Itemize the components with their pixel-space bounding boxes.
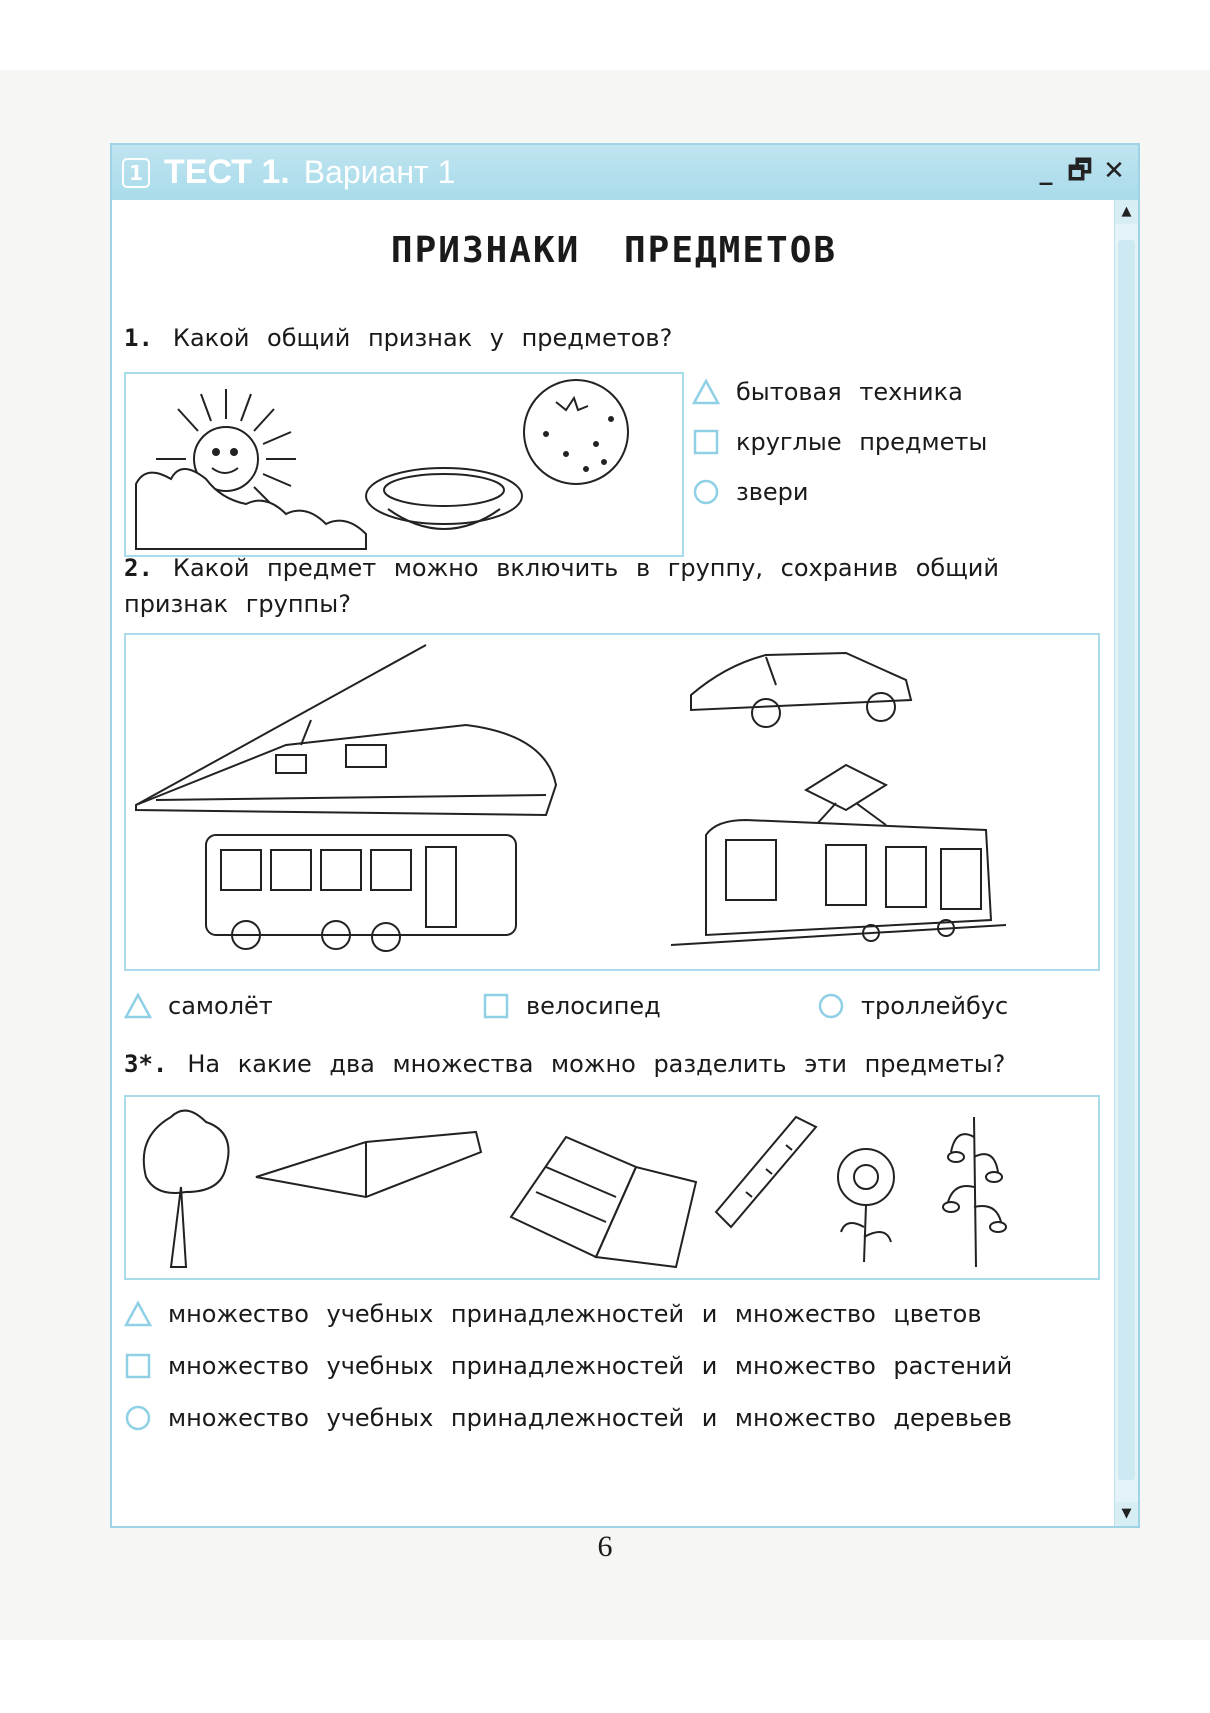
birch-icon (943, 1117, 1006, 1267)
scroll-thumb[interactable] (1118, 240, 1135, 1480)
car-icon (691, 653, 911, 727)
flower-icon (838, 1149, 894, 1262)
q2-option-square[interactable] (482, 992, 661, 1020)
question-2-picture (124, 633, 1100, 971)
q3-option-3-label: множество учебных принадлежностей и множество деревьев (168, 1404, 1012, 1432)
q3-option-circle[interactable] (124, 1404, 1012, 1432)
window-controls (1032, 155, 1128, 187)
q1-option-3-label: звери (736, 478, 809, 506)
q1-option-circle[interactable] (692, 478, 809, 506)
circle-icon (124, 1404, 152, 1432)
square-icon (692, 428, 720, 456)
question-2-number: 2. (124, 554, 153, 582)
scroll-up-icon[interactable]: ▲ (1115, 200, 1138, 224)
question-2-text: Какой предмет можно включить в группу, сохранив общий признак группы? (124, 554, 999, 618)
q3-option-triangle[interactable] (124, 1300, 982, 1328)
question-3 (124, 1046, 1102, 1082)
test-title: ТЕСТ 1. (164, 153, 290, 191)
triangle-icon (124, 1300, 152, 1328)
circle-icon (692, 478, 720, 506)
question-3-number: 3*. (124, 1050, 168, 1078)
page-title: ПРИЗНАКИ ПРЕДМЕТОВ (390, 230, 838, 271)
q2-option-triangle[interactable] (124, 992, 273, 1020)
pencil-case-icon (256, 1132, 481, 1197)
question-1 (124, 320, 1104, 356)
q3-option-square[interactable] (124, 1352, 1012, 1380)
triangle-icon (124, 992, 152, 1020)
q1-option-square[interactable] (692, 428, 987, 456)
question-1-text: Какой общий признак у предметов? (172, 324, 673, 352)
test-badge: 1 (122, 158, 150, 188)
question-1-picture (124, 372, 684, 557)
plate-icon (366, 468, 522, 529)
bus-icon (206, 835, 516, 951)
circle-icon (817, 992, 845, 1020)
scrollbar[interactable] (1114, 200, 1138, 1526)
tree-icon (144, 1111, 229, 1267)
question-3-text: На какие два множества можно разделить эти предметы? (187, 1050, 1006, 1078)
q1-option-2-label: круглые предметы (736, 428, 988, 456)
tram-icon (671, 765, 1006, 945)
q2-option-1-label: самолёт (168, 992, 273, 1020)
q2-option-2-label: велосипед (526, 992, 661, 1020)
notebook-icon (511, 1137, 696, 1267)
square-icon (482, 992, 510, 1020)
question-2 (124, 550, 1102, 622)
scroll-down-icon[interactable]: ▼ (1115, 1502, 1138, 1526)
q3-option-1-label: множество учебных принадлежностей и множество цветов (168, 1300, 982, 1328)
question-1-number: 1. (124, 324, 153, 352)
close-icon[interactable]: ✕ (1103, 156, 1125, 186)
objects-illustration (126, 1097, 1098, 1278)
variant-label: Вариант 1 (303, 154, 456, 190)
q2-option-3-label: троллейбус (861, 992, 1009, 1020)
square-icon (124, 1352, 152, 1380)
orange-icon (524, 380, 628, 484)
q1-option-triangle[interactable] (692, 378, 963, 406)
q3-option-2-label: множество учебных принадлежностей и множество растений (168, 1352, 1013, 1380)
transport-illustration (126, 635, 1098, 969)
train-icon (136, 645, 556, 815)
sun-icon (136, 389, 366, 549)
q2-option-circle[interactable] (817, 992, 1008, 1020)
round-objects-illustration (126, 374, 682, 555)
test-window (110, 143, 1140, 1528)
minimize-icon[interactable]: _ (1039, 156, 1053, 186)
restore-icon[interactable]: 🗗 (1067, 156, 1093, 186)
title-bar (112, 145, 1138, 200)
page-number: 6 (597, 1530, 613, 1563)
triangle-icon (692, 378, 720, 406)
ruler-icon (716, 1117, 816, 1227)
question-3-picture (124, 1095, 1100, 1280)
q1-option-1-label: бытовая техника (736, 378, 963, 406)
